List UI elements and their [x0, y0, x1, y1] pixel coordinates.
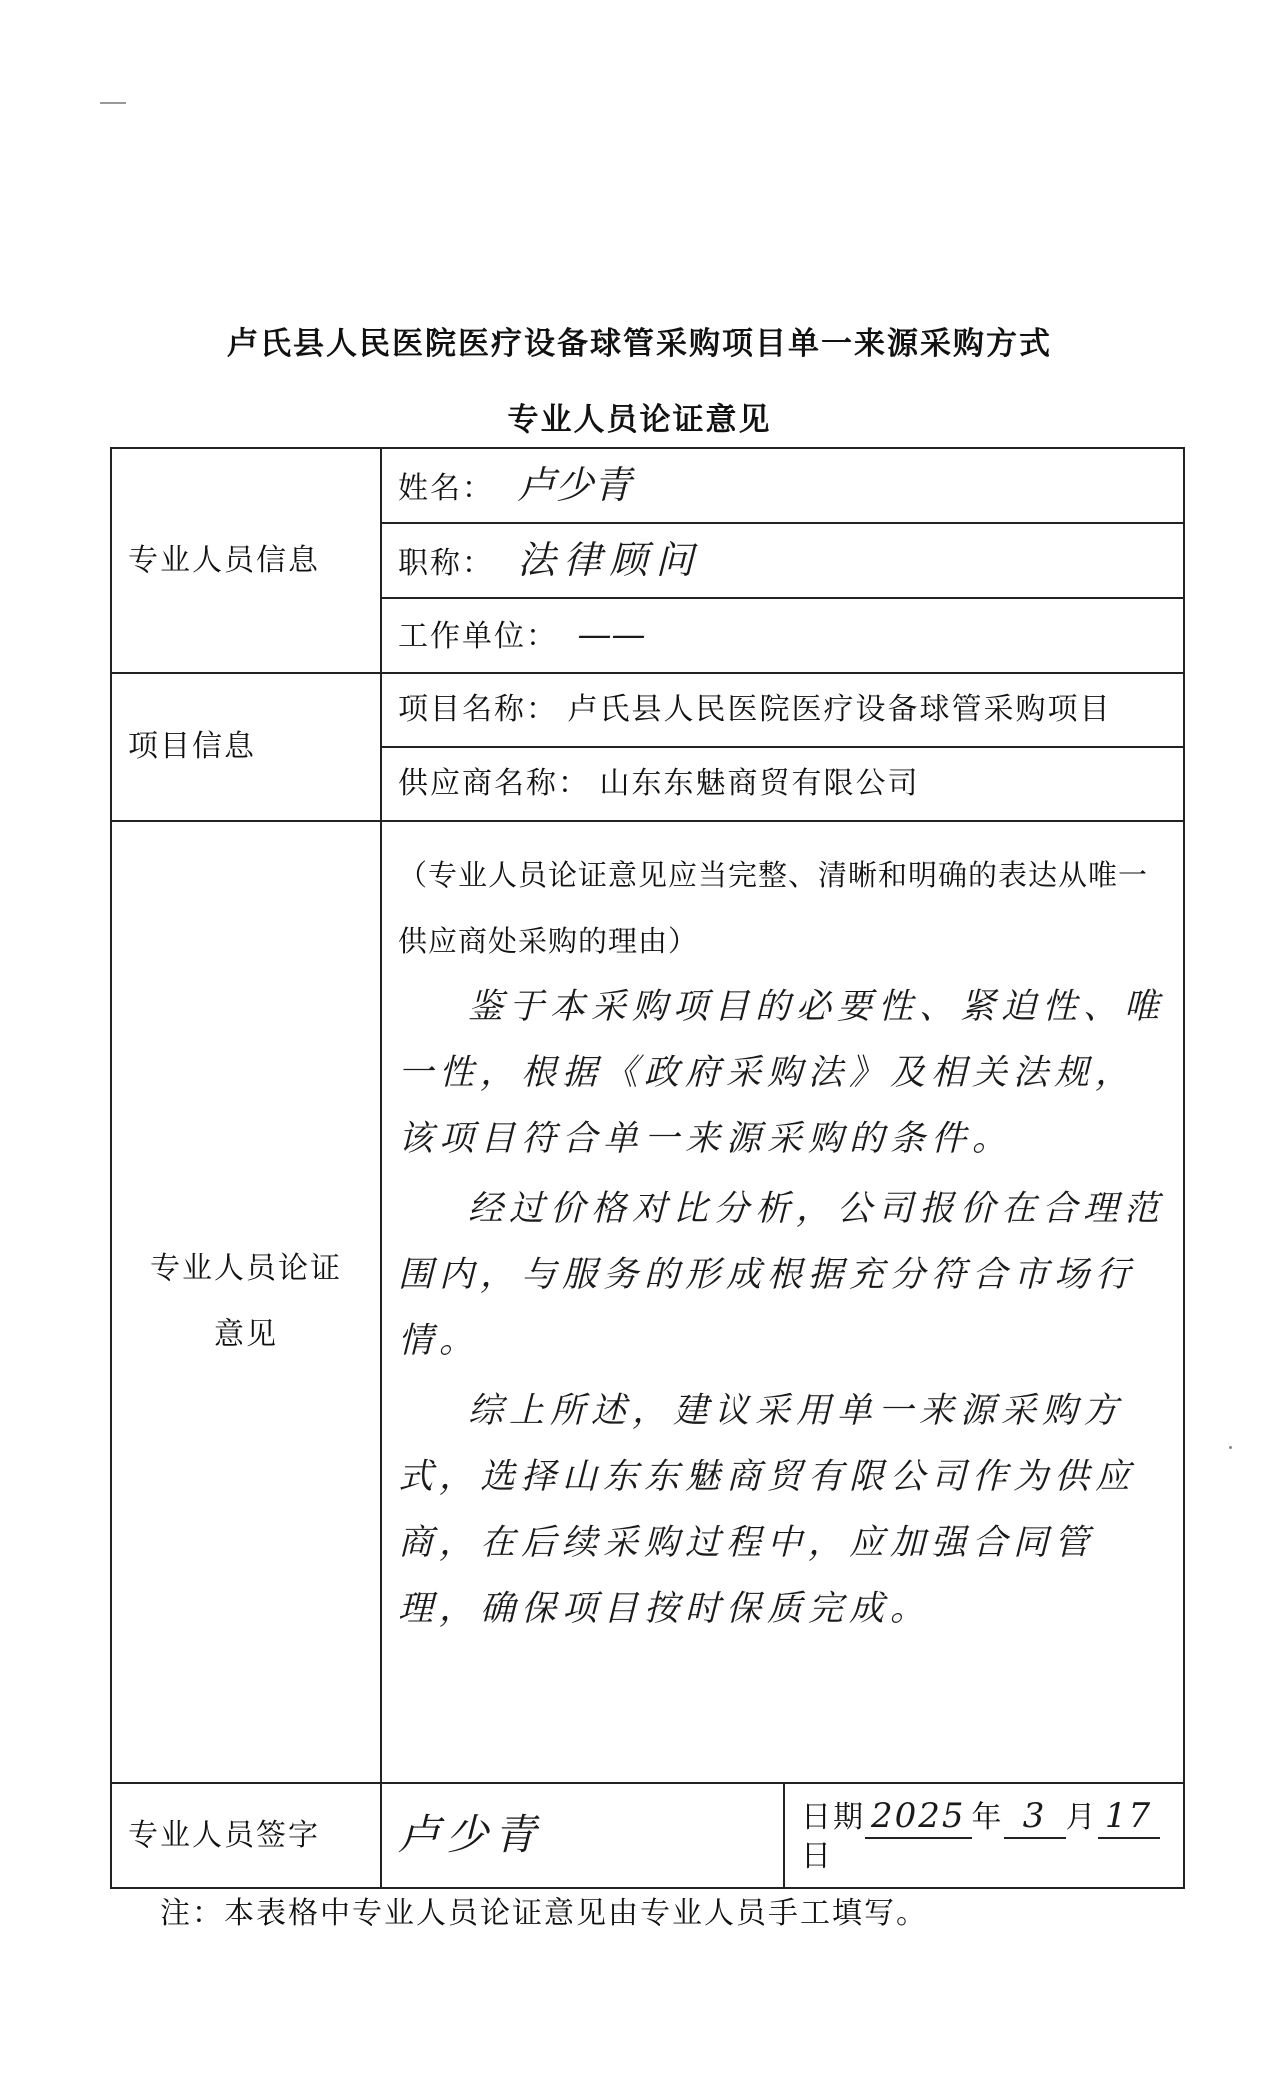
expert-info-label: 专业人员信息 [111, 448, 381, 673]
opinion-content [381, 821, 1184, 1783]
supplier-label: 供应商名称： [398, 766, 590, 801]
title-row [381, 523, 1184, 598]
opinion-label-line1: 专业人员论证 [150, 1251, 342, 1286]
name-row [381, 448, 1184, 523]
org-value: —— [577, 615, 646, 656]
org-label: 工作单位： [398, 619, 558, 655]
name-value: 卢少青 [517, 462, 632, 507]
opinion-paragraph: 经过价格对比分析，公司报价在合理范围内，与服务的形成根据充分符合市场行情。 [398, 1189, 1166, 1361]
scan-artifact [1229, 1446, 1232, 1449]
org-row [381, 598, 1184, 673]
scan-artifact [100, 102, 126, 104]
supplier-value: 山东东魅商贸有限公司 [599, 766, 920, 801]
date-label: 日期 [801, 1800, 865, 1836]
opinion-paragraph: 鉴于本采购项目的必要性、紧迫性、唯一性，根据《政府采购法》及相关法规，该项目符合单一来源采购的条件。 [398, 987, 1166, 1159]
date-day-unit: 日 [801, 1838, 833, 1874]
signature-value: 卢少青 [398, 1810, 543, 1860]
title-label: 职称： [398, 545, 494, 581]
date-day: 17 [1098, 1796, 1160, 1839]
name-label: 姓名： [398, 470, 494, 506]
supplier-row [381, 747, 1184, 821]
project-name-value: 卢氏县人民医院医疗设备球管采购项目 [567, 692, 1112, 727]
document-title: 卢氏县人民医院医疗设备球管采购项目单一来源采购方式 [227, 326, 1052, 362]
opinion-form-table [110, 447, 1185, 1889]
signature-label: 专业人员签字 [111, 1783, 381, 1888]
date-month-unit: 月 [1065, 1800, 1098, 1836]
opinion-label-line2: 意见 [214, 1317, 278, 1352]
opinion-label [111, 821, 381, 1783]
footer-note: 注：本表格中专业人员论证意见由专业人员手工填写。 [160, 1896, 928, 1931]
signature-cell [381, 1783, 784, 1888]
opinion-paragraph: 综上所述，建议采用单一来源采购方式，选择山东东魅商贸有限公司作为供应商，在后续采购过程中，应加强合同管理，确保项目按时保质完成。 [398, 1391, 1137, 1629]
opinion-instruction: （专业人员论证意见应当完整、清晰和明确的表达从唯一供应商处采购的理由） [398, 858, 1149, 958]
project-name-row [381, 673, 1184, 747]
project-info-label: 项目信息 [111, 673, 381, 821]
date-month: 3 [1004, 1796, 1066, 1839]
document-subtitle: 专业人员论证意见 [507, 402, 772, 438]
date-year-unit: 年 [971, 1800, 1004, 1836]
date-year: 2025 [865, 1796, 972, 1839]
project-name-label: 项目名称： [398, 692, 558, 727]
date-cell [784, 1783, 1184, 1888]
title-value: 法律顾问 [517, 537, 702, 582]
